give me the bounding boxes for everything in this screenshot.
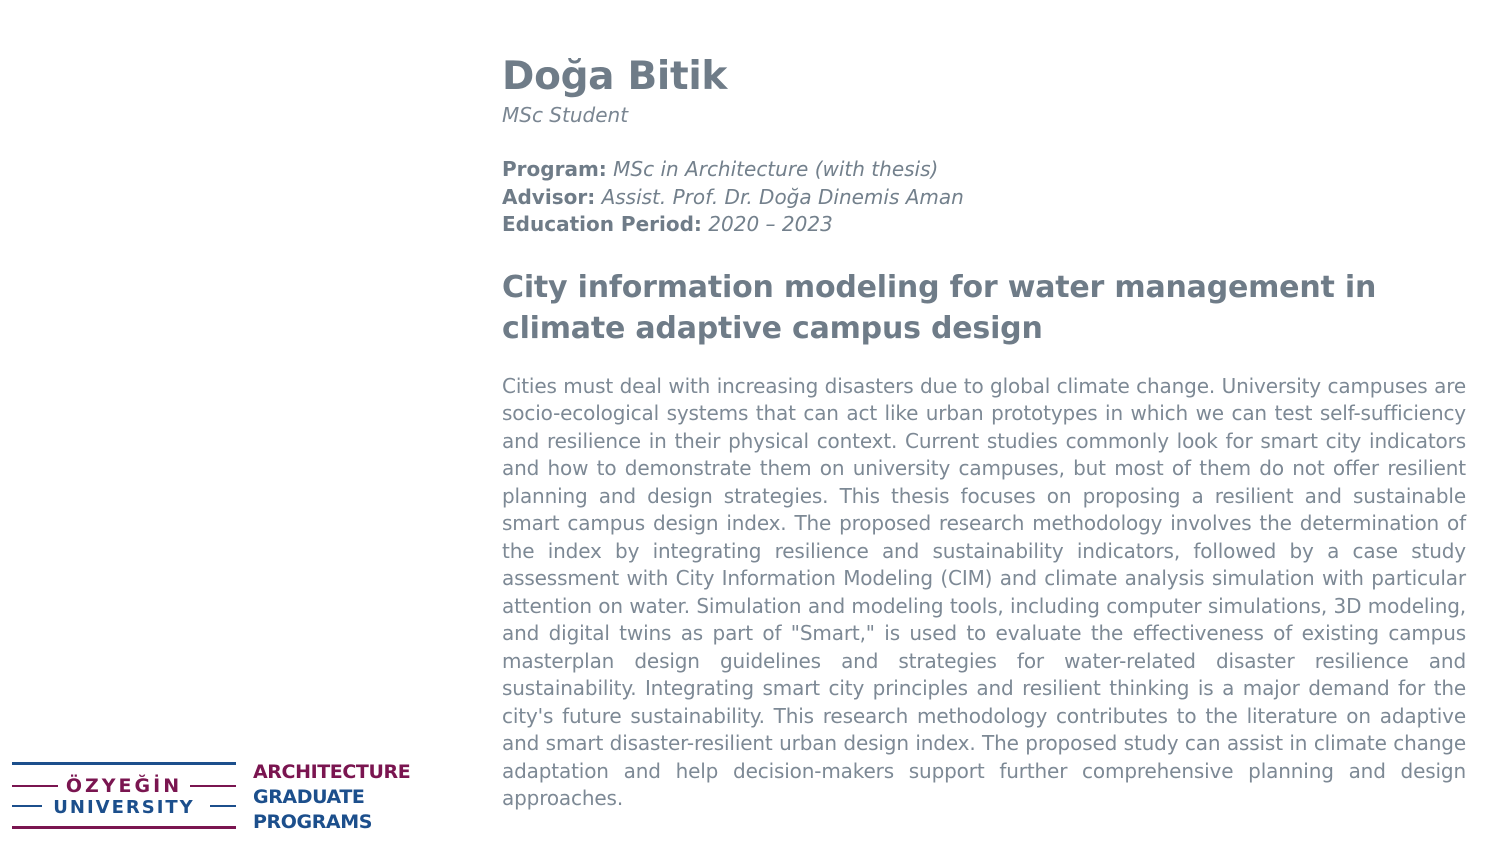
department-line-1: ARCHITECTURE [253, 761, 411, 783]
ozyegin-logo-mark [12, 760, 238, 832]
advisor-value: Assist. Prof. Dr. Doğa Dinemis Aman [601, 184, 964, 209]
department-name [253, 760, 410, 835]
thesis-abstract: Cities must deal with increasing disasters due to global climate change. University campuses are socio-ecological systems that can act like urban prototypes in which we can test self-sufficiency and resilience in their physical context. Current studies commonly look for smart city indicators and how to demonstrate them on university campuses, but most of them do not offer resilient planning and design strategies. This thesis focuses on proposing a resilient and sustainable smart campus design index. The proposed research methodology involves the determination of the index by integrating resilience and sustainability indicators, followed by a case study assessment with City Information Modeling (CIM) and climate analysis simulation with particular attention on water. Simulation and modeling tools, including computer simulations, 3D modeling, and digital twins as part of "Smart," is used to evaluate the effectiveness of existing campus masterplan design guidelines and strategies for water-related disaster resilience and sustainability. Integrating smart city principles and resilient thinking is a major demand for the city's future sustainability. This research methodology contributes to the literature on adaptive and smart disaster-resilient urban design index. The proposed study can assist in climate change adaptation and help decision-makers support further comprehensive planning and design approaches. [502, 373, 1466, 810]
education-period-value: 2020 – 2023 [708, 212, 833, 236]
program-value: MSc in Architecture (with thesis) [613, 157, 939, 181]
program-label: Program: [502, 157, 607, 181]
profile-content [502, 52, 1466, 813]
logo-wordmark-line2: UNIVERSITY [53, 797, 195, 818]
student-name: Doğa Bitik [502, 54, 728, 99]
student-role: MSc Student [502, 103, 629, 127]
advisor-row [502, 184, 1466, 212]
education-period-label: Education Period: [502, 212, 702, 236]
department-line-2: GRADUATE [253, 786, 365, 808]
thesis-title: City information modeling for water management in climate adaptive campus design [502, 269, 1377, 346]
university-logo [12, 760, 411, 836]
advisor-label: Advisor: [502, 184, 596, 209]
program-row [502, 156, 1466, 184]
department-line-3: PROGRAMS [253, 811, 373, 833]
logo-wordmark-line1: ÖZYEĞİN [65, 775, 183, 797]
education-period-row [502, 211, 1466, 239]
